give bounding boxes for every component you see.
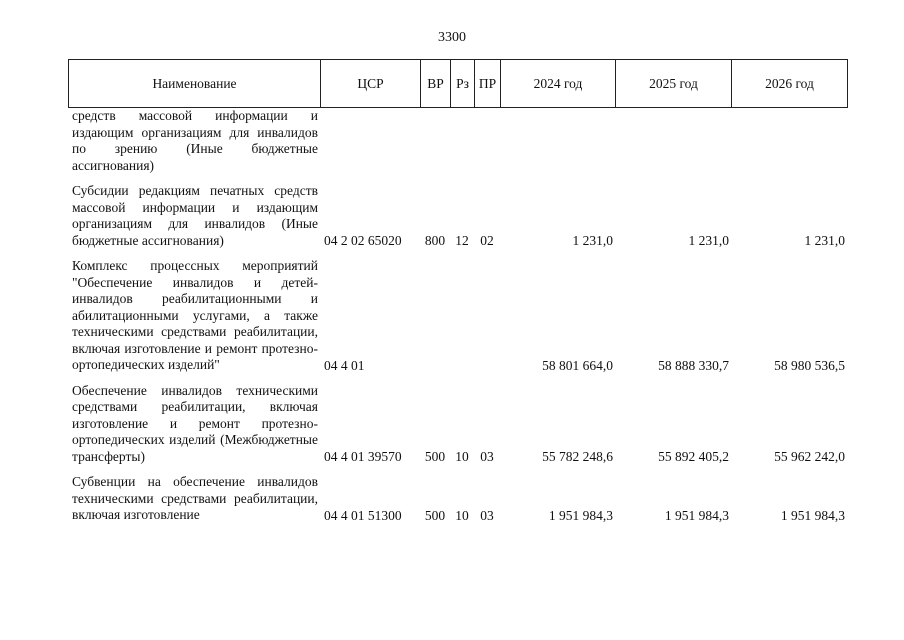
row-rz: 12 — [455, 233, 469, 248]
row-rz — [450, 249, 474, 374]
row-name: средств массовой информации и издающим организациям для инвалидов по зрению (Иные бюджетные ассигнования) — [72, 108, 318, 173]
row-csr: 04 2 02 65020 — [324, 233, 402, 248]
table-row — [68, 249, 847, 374]
row-pr — [474, 249, 500, 374]
row-name: Субвенции на обеспечение инвалидов техническими средствами реабилитации, включая изготовление — [72, 474, 318, 522]
row-csr: 04 4 01 39570 — [324, 449, 402, 464]
row-2025 — [615, 108, 731, 174]
row-2025: 1 231,0 — [688, 233, 729, 248]
row-vr: 500 — [424, 507, 446, 523]
header-pr: ПР — [475, 60, 501, 108]
row-name: Субсидии редакциям печатных средств массовой информации и издающим организациям для инвалидов (Иные бюджетные ассигнования) — [72, 183, 318, 248]
row-2026: 1 231,0 — [804, 233, 845, 248]
table-header — [68, 59, 848, 108]
row-csr — [320, 108, 420, 174]
row-csr: 04 4 01 51300 — [324, 507, 402, 523]
table-row — [68, 174, 847, 249]
header-csr: ЦСР — [321, 60, 421, 108]
row-vr: 800 — [424, 233, 446, 248]
header-2025: 2025 год — [616, 60, 732, 108]
row-2024: 1 951 984,3 — [548, 507, 613, 523]
row-2024 — [500, 108, 615, 174]
row-2026: 55 962 242,0 — [774, 449, 845, 464]
row-csr: 04 4 01 — [324, 357, 365, 373]
row-2026: 58 980 536,5 — [774, 357, 845, 373]
row-2024: 55 782 248,6 — [542, 449, 613, 464]
table-row — [68, 108, 847, 174]
row-pr: 03 — [480, 507, 494, 523]
row-pr: 03 — [480, 449, 494, 464]
row-rz — [450, 108, 474, 174]
table-row — [68, 374, 847, 466]
row-pr: 02 — [480, 233, 494, 248]
row-rz: 10 — [455, 449, 469, 464]
row-name: Обеспечение инвалидов техническими средствами реабилитации, включая изготовление и ремонт протезно-ортопедических изделий (Межбюджетные трансферты) — [72, 382, 318, 464]
budget-table — [68, 108, 847, 524]
row-2025: 55 892 405,2 — [658, 449, 729, 464]
row-vr — [420, 249, 450, 374]
row-vr — [420, 108, 450, 174]
row-2024: 1 231,0 — [572, 233, 613, 248]
row-2024: 58 801 664,0 — [542, 357, 613, 373]
row-2025: 1 951 984,3 — [664, 507, 729, 523]
row-vr: 500 — [424, 449, 446, 464]
table-row — [68, 465, 847, 524]
row-2026 — [731, 108, 847, 174]
page-number: 3300 — [438, 30, 466, 45]
row-2026: 1 951 984,3 — [780, 507, 845, 523]
row-pr — [474, 108, 500, 174]
header-vr: ВР — [421, 60, 451, 108]
header-2026: 2026 год — [732, 60, 848, 108]
header-2024: 2024 год — [501, 60, 616, 108]
row-rz: 10 — [455, 507, 469, 523]
header-name: Наименование — [69, 60, 321, 108]
header-rz: Рз — [451, 60, 475, 108]
row-name: Комплекс процессных мероприятий "Обеспечение инвалидов и детей-инвалидов реабилитационными и абилитационными услугами, а также техническими средствами реабилитации, включая изготовление и ремонт протезно-ортопедических изделий" — [72, 258, 318, 372]
row-2025: 58 888 330,7 — [658, 357, 729, 373]
